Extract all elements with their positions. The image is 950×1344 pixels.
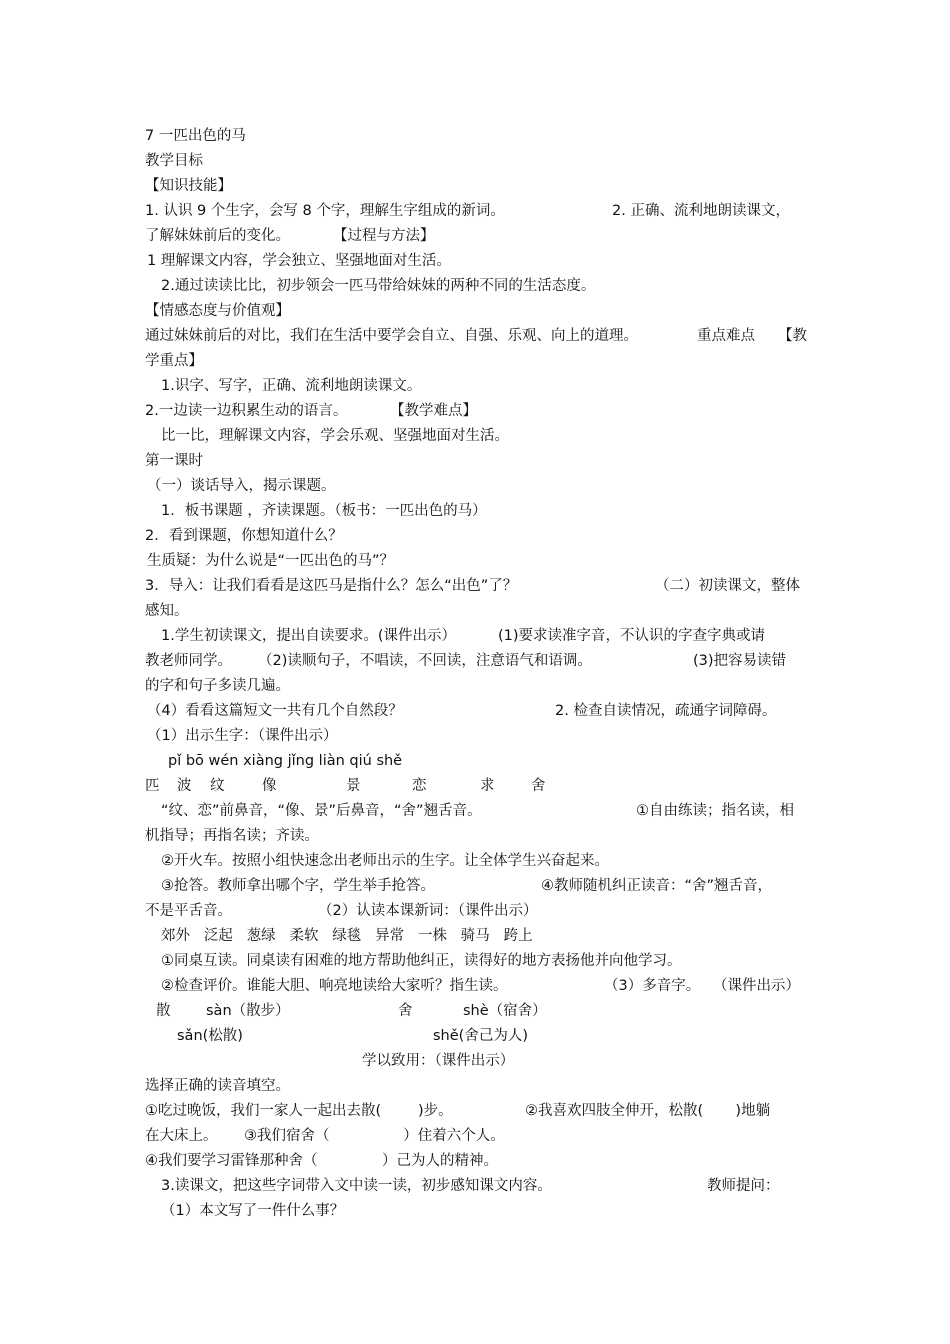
text-line: “纹、恋”前鼻音，“像、景”后鼻音，“舍”翘舌音。 [161,803,482,819]
pinyin-line: shě(舍己为人) [433,1028,528,1044]
text-line: 2．看到课题，你想知道什么？ [145,528,343,544]
text-line: 1. 认识 9 个生字，会写 8 个字，理解生字组成的新词。 [145,203,505,219]
text-line: ②我喜欢四肢全伸开，松散( )地躺 [525,1103,771,1119]
pinyin-line: pǐ bō wén xiàng jǐng liàn qiú shě [168,753,403,769]
char: 匹 [145,778,160,794]
section-heading: 第一课时 [145,453,203,469]
text-line: 机指导；再指名读；齐读。 [145,828,319,844]
char: 舍 [398,1003,413,1019]
text-line: 通过妹妹前后的对比，我们在生活中要学会自立、自强、乐观、向上的道理。 [145,328,638,344]
text-line: (1)要求读准字音，不认识的字查字典或请 [498,628,766,644]
text-line: （1）本文写了一件什么事？ [161,1203,345,1219]
text-line: 3．导入：让我们看看是这匹马是指什么？怎么“出色”了？ [145,578,518,594]
text-line: （2）认读本课新词：（课件出示） [318,903,538,919]
char: 纹 [210,778,225,794]
text-line: 选择正确的读音填空。 [145,1078,290,1094]
text-line: 2.一边读一边积累生动的语言。 [145,403,348,419]
text-line: ①吃过晚饭，我们一家人一起出去散( )步。 [145,1103,453,1119]
char: 求 [480,778,495,794]
subheading: 【教 [778,328,807,344]
text-line: (3)把容易读错 [693,653,787,669]
text-line: 1．板书课题 ，齐读课题。（板书：一匹出色的马） [161,503,487,519]
text-line: 的字和句子多读几遍。 [145,678,290,694]
char: 景 [346,778,361,794]
pinyin-line: shè（宿舍） [463,1003,547,1019]
subheading: 学重点】 [145,353,203,369]
doc-title: 7 一匹出色的马 [145,128,246,144]
text-line: （2)读顺句子，不唱读，不回读，注意语气和语调。 [258,653,592,669]
pinyin-line: sǎn(松散) [177,1028,243,1044]
text-line: 不是平舌音。 [145,903,232,919]
text-line: ④教师随机纠正读音：“舍”翘舌音， [541,878,773,894]
char: 像 [262,778,277,794]
subheading: 【教学难点】 [390,403,477,419]
char: 舍 [531,778,546,794]
text-line: 2. 检查自读情况，疏通字词障碍。 [555,703,777,719]
text-line: ③我们宿舍（ ）住着六个人。 [244,1128,505,1144]
text-line: ①自由练读；指名读，相 [636,803,794,819]
section-heading: 教学目标 [145,153,203,169]
word-list: 郊外 泛起 葱绿 柔软 绿毯 异常 一株 骑马 跨上 [161,928,533,944]
text-line: 生质疑：为什么说是“一匹出色的马”？ [147,553,395,569]
text-line: 教师提问： [707,1178,780,1194]
text-line: 感知。 [145,603,189,619]
text-line: 学以致用：（课件出示） [362,1053,515,1069]
char: 散 [156,1003,171,1019]
text-line: ③抢答。教师拿出哪个字，学生举手抢答。 [161,878,435,894]
pinyin-line: sàn（散步） [206,1003,290,1019]
text-line: （一）谈话导入，揭示课题。 [147,478,336,494]
text-line: （课件出示） [713,978,800,994]
text-line: （3）多音字。 [604,978,701,994]
subheading: 【过程与方法】 [333,228,435,244]
text-line: ②检查评价。谁能大胆、响亮地读给大家听？指生读。 [161,978,508,994]
text-line: 比一比，理解课文内容，学会乐观、坚强地面对生活。 [161,428,509,444]
text-line: （4）看看这篇短文一共有几个自然段？ [147,703,403,719]
text-line: 1 理解课文内容，学会独立、坚强地面对生活。 [147,253,451,269]
text-line: ①同桌互读。同桌读有困难的地方帮助他纠正，读得好的地方表扬他并向他学习。 [161,953,682,969]
text-line: （二）初读课文，整体 [655,578,800,594]
text-line: 2.通过读读比比，初步领会一匹马带给妹妹的两种不同的生活态度。 [161,278,596,294]
text-line: 1.学生初读课文，提出自读要求。(课件出示） [161,628,456,644]
text-line: 3.读课文，把这些字词带入文中读一读，初步感知课文内容。 [161,1178,552,1194]
text-line: 1.识字、写字，正确、流利地朗读课文。 [161,378,422,394]
text-line: 了解妹妹前后的变化。 [145,228,290,244]
text-line: 教老师同学。 [145,653,232,669]
text-line: （1）出示生字：（课件出示） [147,728,338,744]
section-heading: 重点难点 [697,328,755,344]
text-line: 2. 正确、流利地朗读课文， [612,203,790,219]
text-line: ④我们要学习雷锋那种舍（ ）己为人的精神。 [145,1153,499,1169]
char: 波 [177,778,192,794]
subheading: 【知识技能】 [145,178,232,194]
subheading: 【情感态度与价值观】 [145,303,290,319]
text-line: ②开火车。按照小组快速念出老师出示的生字。让全体学生兴奋起来。 [161,853,609,869]
text-line: 在大床上。 [145,1128,218,1144]
char: 恋 [412,778,427,794]
